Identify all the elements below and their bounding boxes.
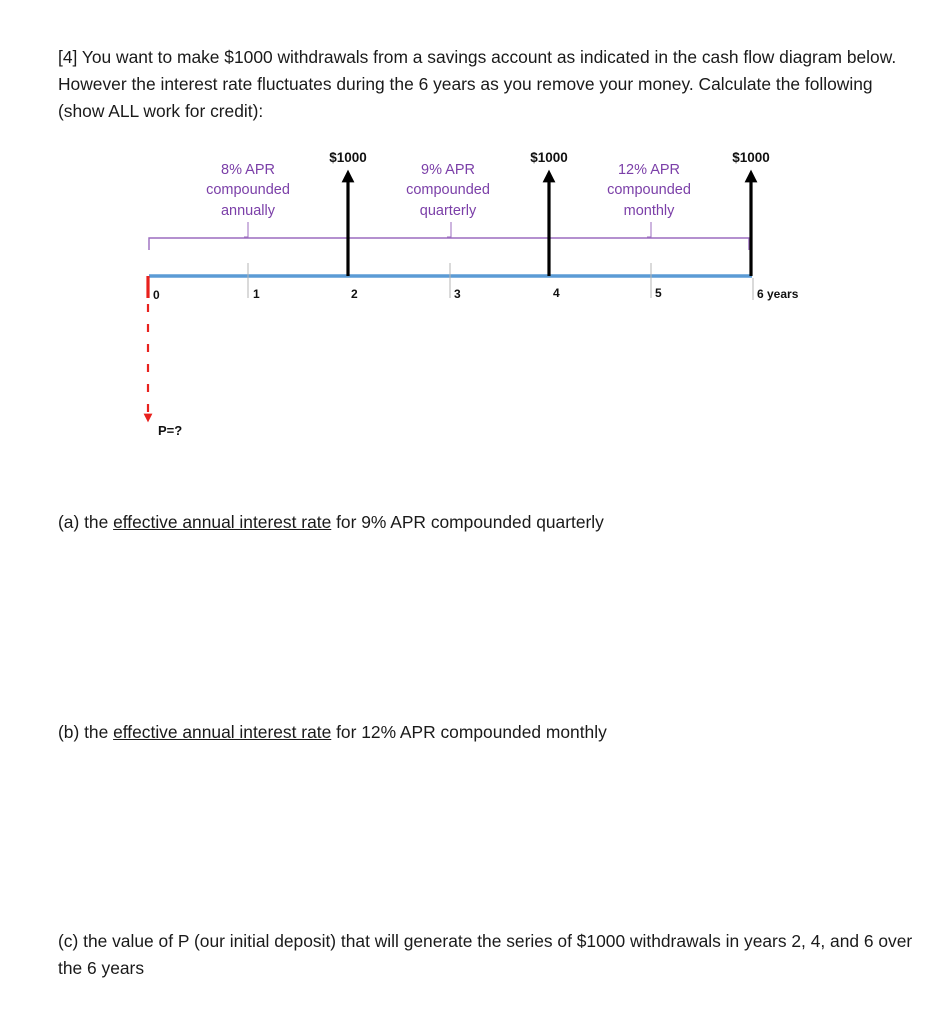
problem-intro-text: You want to make $1000 withdrawals from a savings account as indicated in the cash flow diagram below. However the interest rate fluctuates during the 6 years as you remove your money. Calculate the following (show ALL work for credit): [58, 47, 897, 121]
problem-number: [4] [58, 47, 78, 67]
question-a-suffix: for 9% APR compounded quarterly [331, 512, 604, 532]
rate-bracket-1 [149, 238, 349, 250]
cash-flow-diagram [0, 0, 949, 500]
tick-label-6-years: 6 years [757, 287, 799, 301]
rate-bracket-3 [549, 238, 749, 250]
question-b-prefix: (b) the [58, 722, 114, 742]
question-b [58, 719, 918, 746]
rate-label-1-line3: annually [220, 203, 276, 219]
rate-label-3-line2: compounded [607, 182, 691, 198]
rate-bracket-2 [349, 238, 549, 250]
question-b-underlined: effective annual interest rate [113, 722, 332, 742]
tick-label-2: 2 [351, 287, 358, 301]
question-c [58, 928, 918, 982]
withdrawal-amount-year-2: $1000 [329, 150, 367, 165]
question-b-suffix: for 12% APR compounded monthly [331, 722, 607, 742]
rate-pointer-1 [244, 222, 248, 237]
rate-label-1-line2: compounded [206, 182, 290, 198]
question-a [58, 509, 918, 536]
tick-label-1: 1 [253, 287, 260, 301]
tick-label-3: 3 [454, 287, 461, 301]
rate-label-1-line1: 8% APR [221, 162, 275, 178]
rate-label-2-line3: quarterly [419, 203, 477, 219]
rate-label-3-line3: monthly [623, 203, 675, 219]
rate-pointer-3 [647, 222, 651, 237]
rate-label-2-line1: 9% APR [421, 162, 475, 178]
question-a-underlined: effective annual interest rate [113, 512, 332, 532]
withdrawal-amount-year-4: $1000 [530, 150, 568, 165]
tick-label-5: 5 [655, 286, 662, 300]
tick-label-4: 4 [553, 286, 560, 300]
rate-label-3-line1: 12% APR [617, 162, 681, 178]
question-c-text: (c) the value of P (our initial deposit) that will generate the series of $1000 withdrawals in years 2, 4, and 6 over the 6 years [58, 931, 913, 978]
rate-pointer-2 [447, 222, 451, 237]
question-a-prefix: (a) the [58, 512, 114, 532]
rate-label-2-line2: compounded [406, 182, 490, 198]
deposit-label: P=? [158, 423, 183, 438]
tick-label-0: 0 [153, 288, 160, 302]
withdrawal-amount-year-6: $1000 [732, 150, 770, 165]
